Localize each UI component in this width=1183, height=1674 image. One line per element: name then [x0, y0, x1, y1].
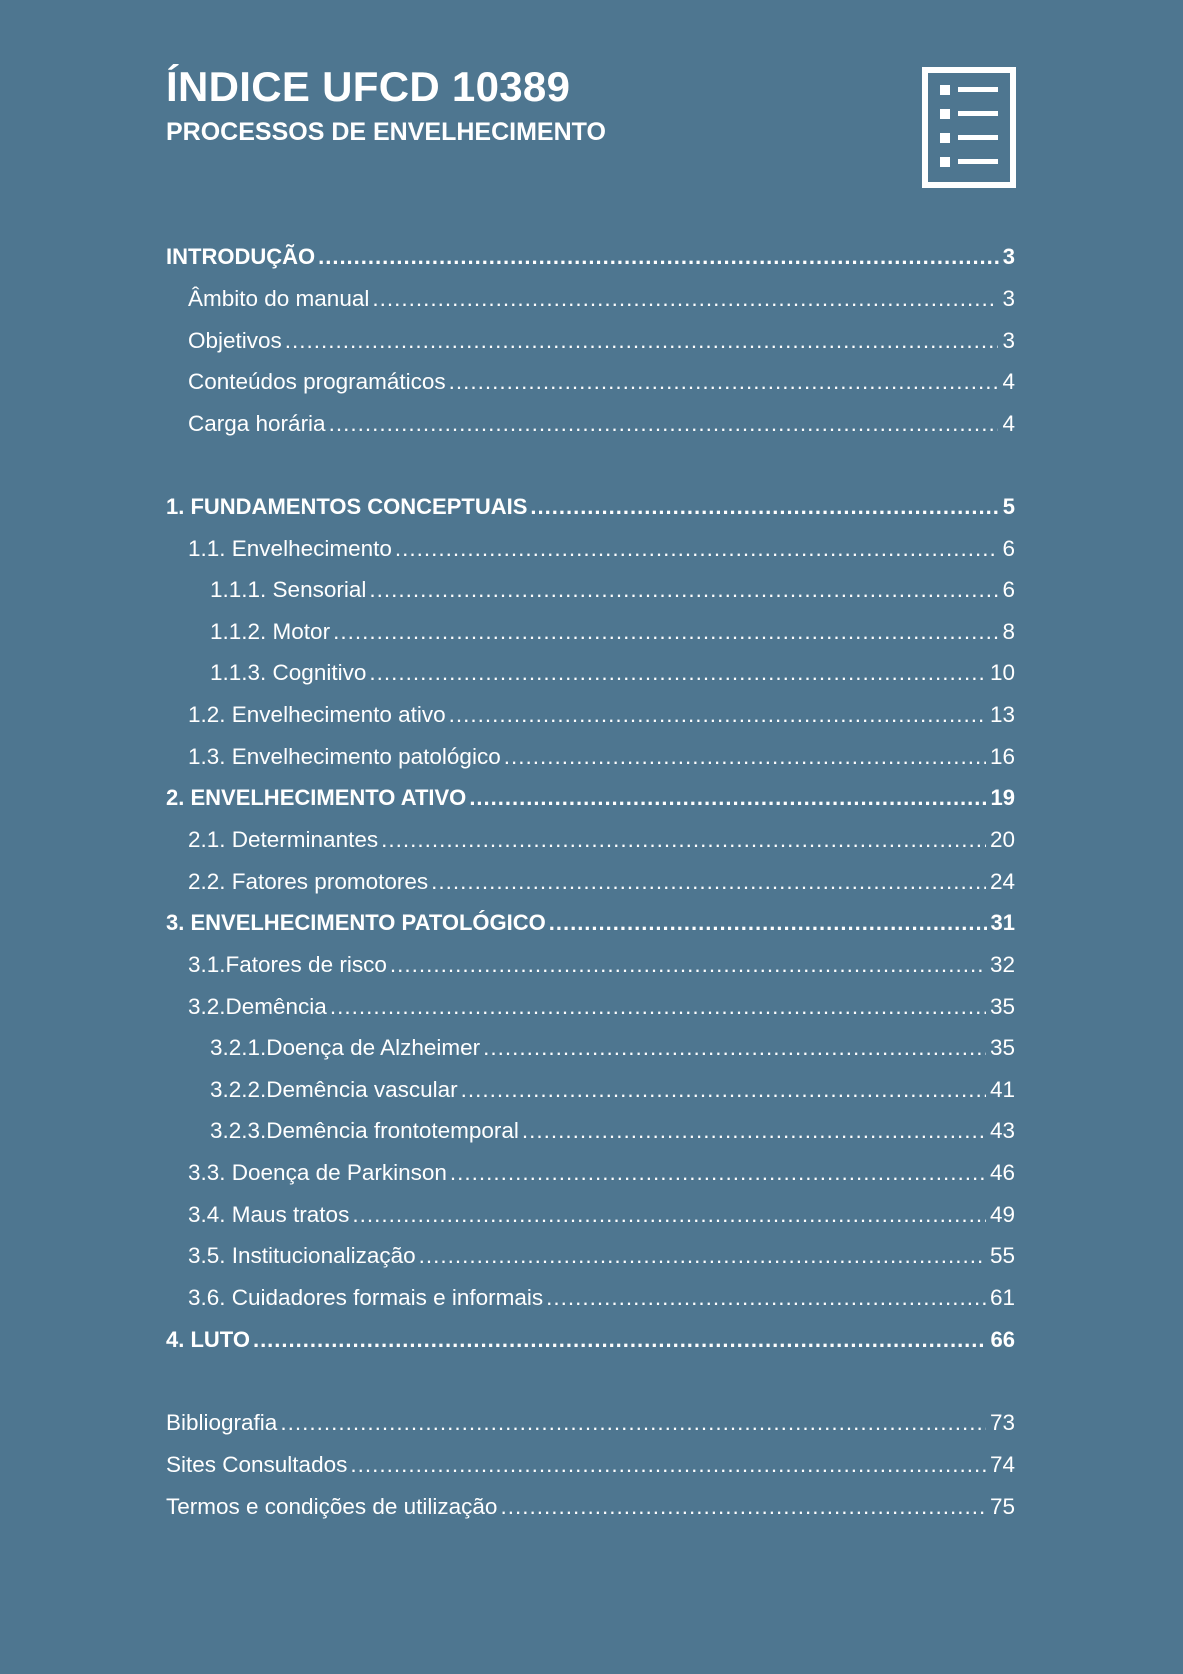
toc-leader-dots [280, 1408, 986, 1438]
toc-leader-dots [350, 1450, 986, 1480]
toc-entry[interactable] [166, 367, 1015, 397]
toc-entry[interactable] [166, 1283, 1015, 1313]
toc-leader-dots [369, 658, 986, 688]
toc-entry-page-number: 41 [989, 1077, 1015, 1102]
toc-entry-label: 1. FUNDAMENTOS CONCEPTUAIS [166, 494, 528, 519]
toc-entry-label: 3. ENVELHECIMENTO PATOLÓGICO [166, 910, 546, 935]
toc-leader-dots [333, 617, 998, 647]
toc-entry-page-number: 6 [1002, 536, 1015, 561]
toc-leader-dots [329, 409, 999, 439]
toc-entry[interactable] [166, 950, 1015, 980]
toc-entry-page-number: 75 [989, 1494, 1015, 1519]
toc-leader-dots [461, 1075, 986, 1105]
toc-entry-label: 2. ENVELHECIMENTO ATIVO [166, 785, 467, 810]
toc-entry-label: 1.1.2. Motor [210, 619, 331, 644]
toc-entry[interactable] [166, 1241, 1015, 1271]
toc-leader-dots [549, 908, 987, 938]
toc-entry-label: 3.6. Cuidadores formais e informais [188, 1285, 544, 1310]
toc-leader-dots [469, 783, 986, 813]
toc-entry-label: 3.2.3.Demência frontotemporal [210, 1118, 519, 1143]
toc-entry[interactable] [166, 575, 1015, 605]
toc-leader-dots [318, 242, 999, 272]
toc-entry-page-number: 4 [1002, 411, 1015, 436]
toc-entry-page-number: 3 [1002, 286, 1015, 311]
toc-entry[interactable] [166, 700, 1015, 730]
toc-leader-dots [546, 1283, 986, 1313]
toc-entry-page-number: 46 [989, 1160, 1015, 1185]
toc-entry-label: 3.2.2.Demência vascular [210, 1077, 458, 1102]
toc-entry-page-number: 10 [989, 660, 1015, 685]
toc-entry-label: 1.1. Envelhecimento [188, 536, 392, 561]
toc-entry[interactable] [166, 658, 1015, 688]
toc-entry[interactable] [166, 908, 1015, 938]
toc-entry-label: INTRODUÇÃO [166, 244, 316, 269]
toc-entry-label: Sites Consultados [166, 1452, 348, 1477]
toc-entry-page-number: 3 [1002, 328, 1015, 353]
toc-entry[interactable] [166, 742, 1015, 772]
toc-leader-dots [381, 825, 986, 855]
toc-entry[interactable] [166, 825, 1015, 855]
toc-entry-page-number: 24 [989, 869, 1015, 894]
toc-leader-dots [419, 1241, 986, 1271]
toc-entry-label: 3.2.1.Doença de Alzheimer [210, 1035, 481, 1060]
toc-entry[interactable] [166, 1450, 1015, 1480]
toc-entry-label: 3.4. Maus tratos [188, 1202, 350, 1227]
toc-entry-page-number: 55 [989, 1243, 1015, 1268]
toc-entry[interactable] [166, 867, 1015, 897]
toc-entry-label: Carga horária [188, 411, 326, 436]
toc-entry-page-number: 16 [989, 744, 1015, 769]
toc-leader-dots [431, 867, 986, 897]
toc-entry-label: 1.1.1. Sensorial [210, 577, 367, 602]
toc-entry-page-number: 61 [989, 1285, 1015, 1310]
toc-entry-label: 1.1.3. Cognitivo [210, 660, 367, 685]
toc-leader-dots [395, 534, 999, 564]
page-header [166, 63, 606, 146]
toc-entry-label: 3.1.Fatores de risco [188, 952, 387, 977]
page-title: ÍNDICE UFCD 10389 [166, 63, 571, 110]
toc-leader-dots [372, 284, 998, 314]
toc-entry-label: 1.2. Envelhecimento ativo [188, 702, 446, 727]
toc-entry-label: Âmbito do manual [188, 286, 370, 311]
toc-entry[interactable] [166, 1408, 1015, 1438]
toc-leader-dots [483, 1033, 986, 1063]
toc-entry-label: Termos e condições de utilização [166, 1494, 498, 1519]
toc-entry[interactable] [166, 1325, 1015, 1355]
toc-entry-page-number: 20 [989, 827, 1015, 852]
toc-entry-page-number: 73 [989, 1410, 1015, 1435]
toc-entry-page-number: 35 [989, 994, 1015, 1019]
toc-leader-dots [369, 575, 998, 605]
toc-entry-page-number: 6 [1002, 577, 1015, 602]
toc-entry[interactable] [166, 1116, 1015, 1146]
toc-entry-label: 3.2.Demência [188, 994, 327, 1019]
toc-entry-page-number: 3 [1002, 244, 1015, 269]
toc-entry-page-number: 35 [989, 1035, 1015, 1060]
toc-entry-page-number: 8 [1002, 619, 1015, 644]
toc-entry-label: 2.2. Fatores promotores [188, 869, 429, 894]
toc-entry-label: 4. LUTO [166, 1327, 250, 1352]
table-of-contents-icon [922, 67, 1016, 188]
toc-entry-label: 3.5. Institucionalização [188, 1243, 416, 1268]
toc-entry[interactable] [166, 326, 1015, 356]
toc-leader-dots [390, 950, 986, 980]
toc-entry-page-number: 4 [1002, 369, 1015, 394]
toc-entry[interactable] [166, 1033, 1015, 1063]
toc-entry[interactable] [166, 783, 1015, 813]
toc-entry[interactable] [166, 1075, 1015, 1105]
toc-entry-page-number: 32 [989, 952, 1015, 977]
toc-entry-page-number: 19 [990, 785, 1015, 810]
toc-entry-page-number: 43 [989, 1118, 1015, 1143]
toc-entry[interactable] [166, 992, 1015, 1022]
toc-leader-dots [504, 742, 986, 772]
toc-entry[interactable] [166, 534, 1015, 564]
toc-entry-page-number: 49 [989, 1202, 1015, 1227]
toc-leader-dots [530, 492, 998, 522]
toc-entry-page-number: 74 [989, 1452, 1015, 1477]
toc-entry[interactable] [166, 617, 1015, 647]
toc-leader-dots [352, 1200, 986, 1230]
toc-entry[interactable] [166, 1158, 1015, 1188]
toc-entry-label: Objetivos [188, 328, 282, 353]
toc-leader-dots [330, 992, 986, 1022]
toc-leader-dots [449, 367, 999, 397]
toc-entry-label: 2.1. Determinantes [188, 827, 379, 852]
toc-entry-label: 1.3. Envelhecimento patológico [188, 744, 501, 769]
toc-entry-page-number: 5 [1002, 494, 1015, 519]
toc-entry-page-number: 66 [990, 1327, 1015, 1352]
toc-entry[interactable] [166, 242, 1015, 272]
toc-entry-page-number: 13 [989, 702, 1015, 727]
toc-entry[interactable] [166, 1200, 1015, 1230]
toc-leader-dots [449, 700, 986, 730]
toc-leader-dots [500, 1492, 986, 1522]
toc-leader-dots [522, 1116, 986, 1146]
page-subtitle: PROCESSOS DE ENVELHECIMENTO [166, 118, 606, 146]
toc-entry[interactable] [166, 492, 1015, 522]
toc-entry-label: 3.3. Doença de Parkinson [188, 1160, 447, 1185]
toc-entry-page-number: 31 [990, 910, 1015, 935]
toc-entry[interactable] [166, 1492, 1015, 1522]
toc-leader-dots [253, 1325, 987, 1355]
toc-entry[interactable] [166, 284, 1015, 314]
toc-leader-dots [285, 326, 999, 356]
toc-entry[interactable] [166, 409, 1015, 439]
toc-leader-dots [450, 1158, 986, 1188]
toc-entry-label: Bibliografia [166, 1410, 278, 1435]
toc-entry-label: Conteúdos programáticos [188, 369, 446, 394]
